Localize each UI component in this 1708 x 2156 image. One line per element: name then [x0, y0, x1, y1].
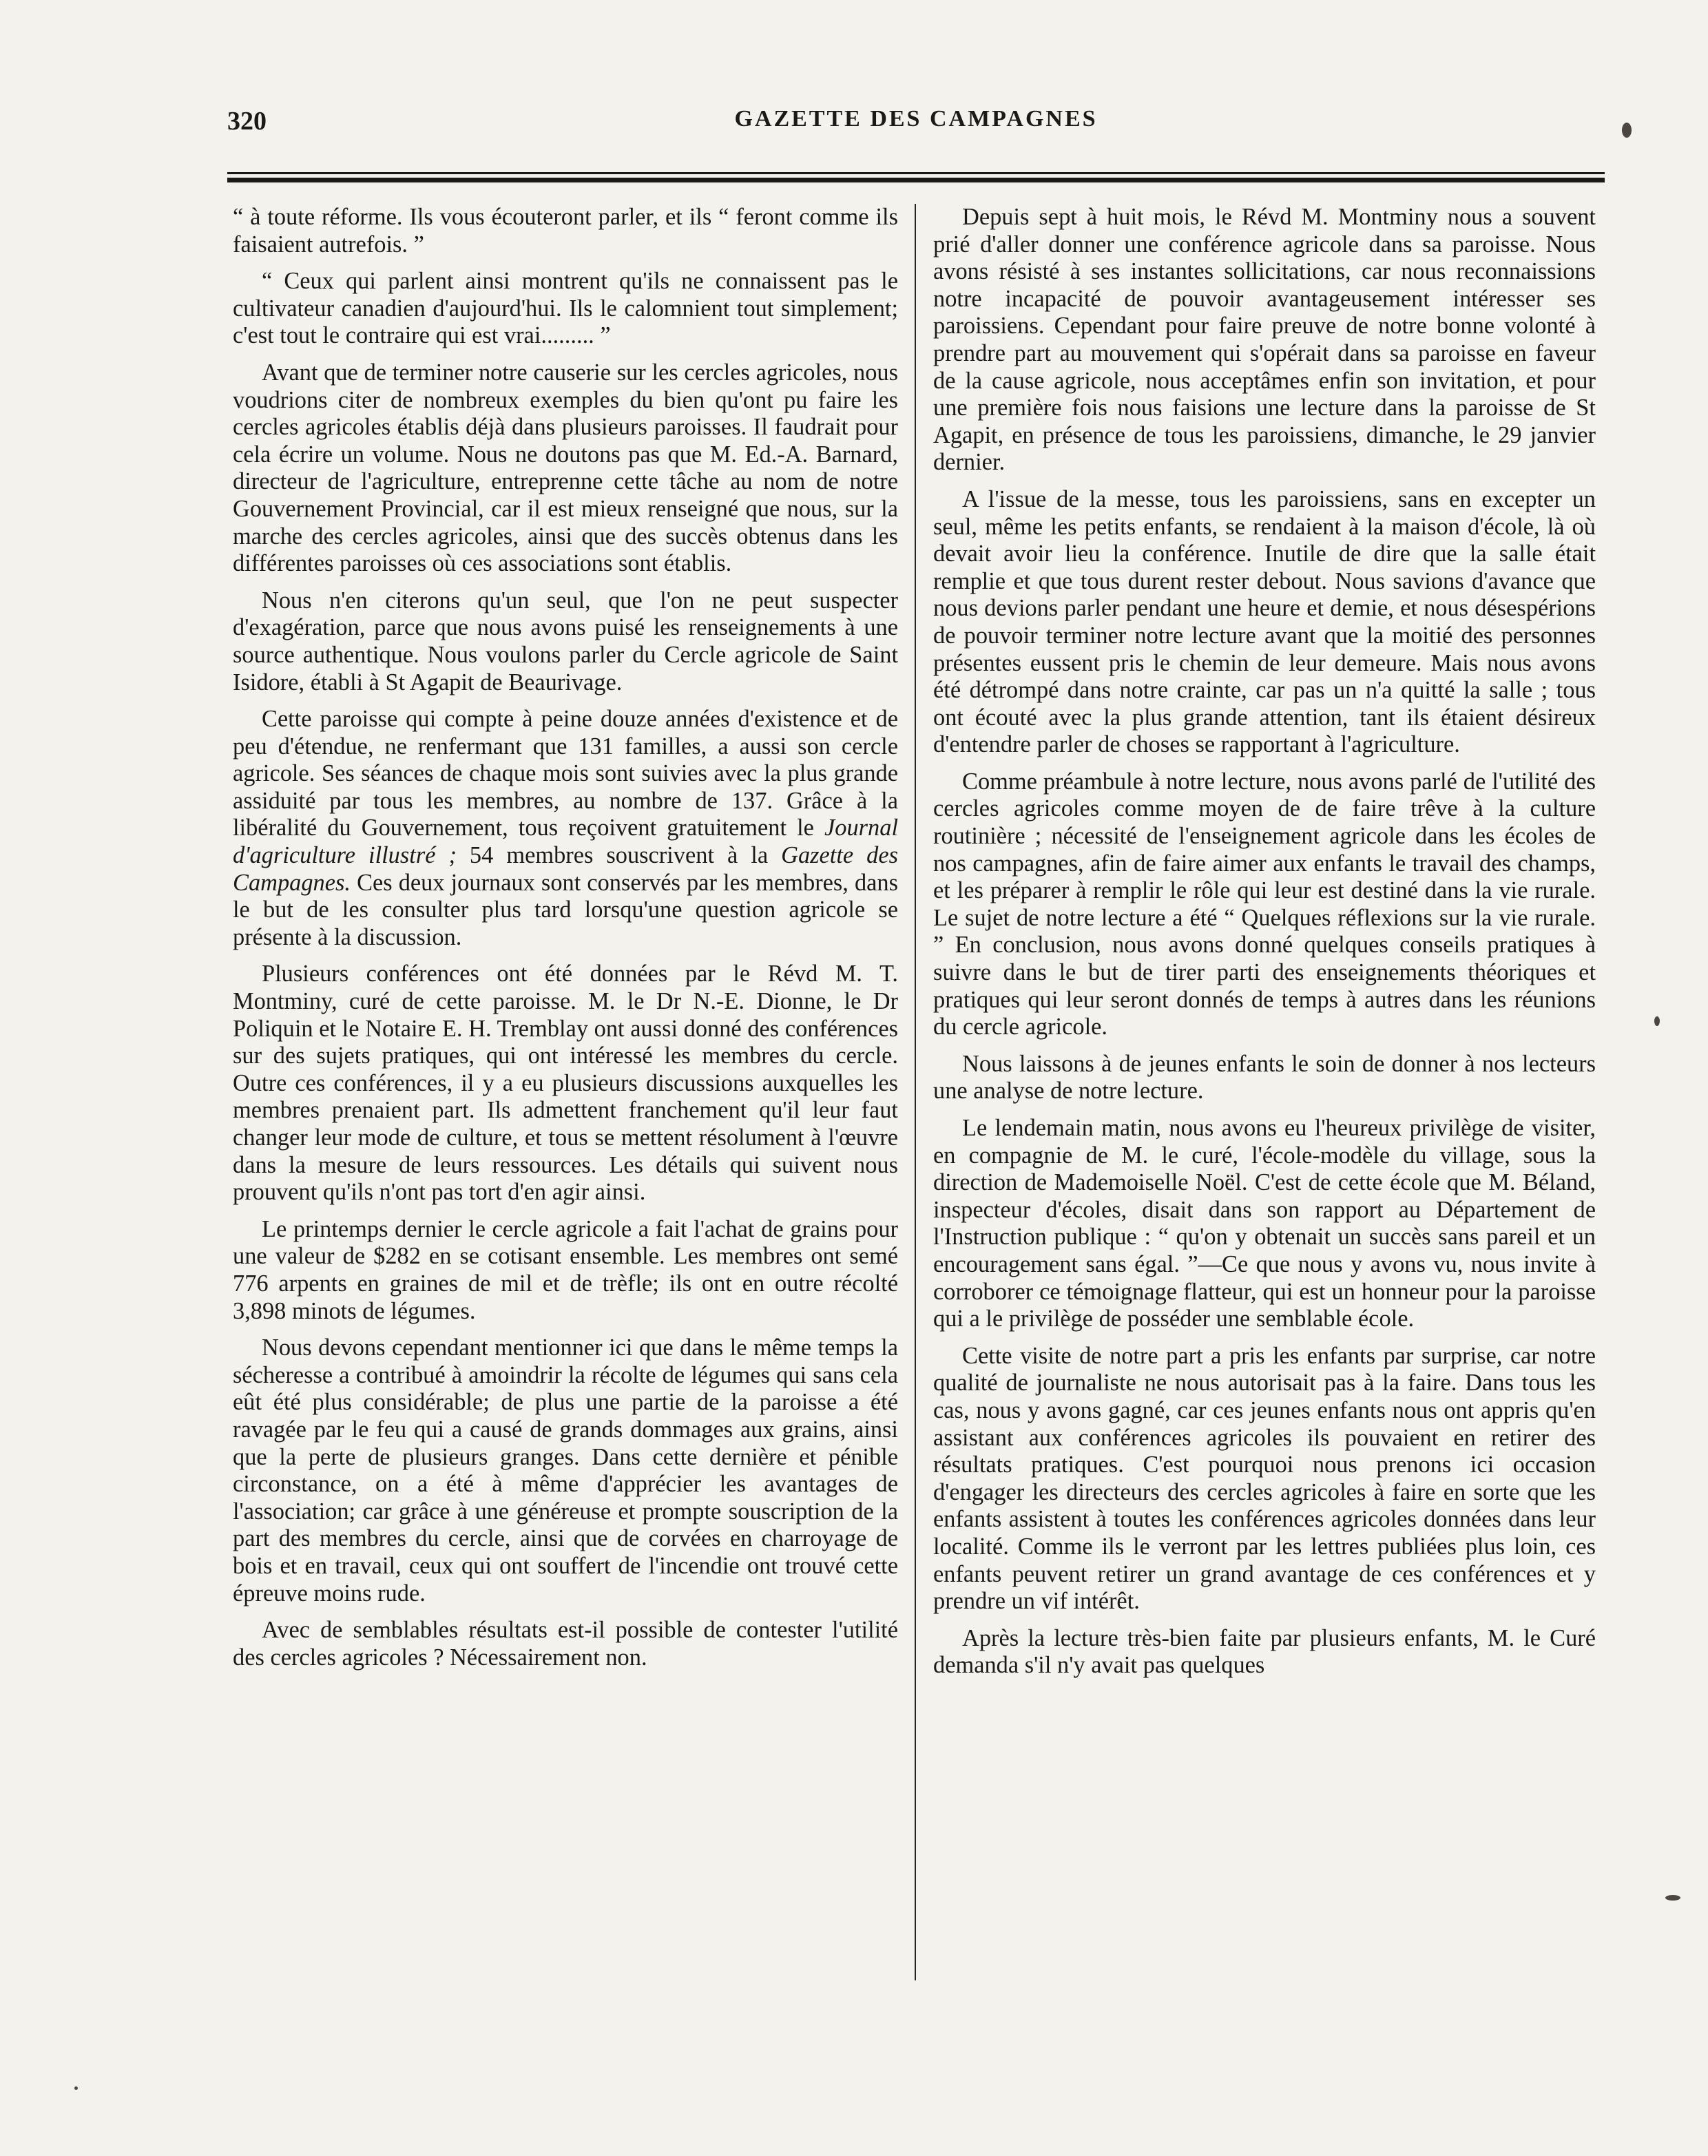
paragraph — [233, 706, 898, 951]
ink-speck — [1665, 1895, 1680, 1901]
paragraph: Avant que de terminer notre causerie sur les cercles agricoles, nous voudrions citer de nombreux exemples du bien qu'ont pu faire les cercles agricoles établis déjà dans plusieurs paroisses. Il faudrait pour cela écrire un volume. Nous ne doutons pas que M. Ed.-A. Barnard, directeur de l'agriculture, entreprenne cette tâche au nom de notre Gouvernement Provincial, car il est mieux renseigné que nous, sur la marche des cercles agricoles, ainsi que des succès obtenus dans les différentes paroisses où ces associations sont établis. — [233, 359, 898, 577]
ink-speck — [1654, 1016, 1660, 1026]
paragraph: Le printemps dernier le cercle agricole a fait l'achat de grains pour une valeur de $282 en se cotisant ensemble. Les membres ont semé 776 arpents en graines de mil et de trèfle; ils ont en outre récolté 3,898 minots de légumes. — [233, 1215, 898, 1324]
paragraph-text: 54 membres souscrivent à la — [456, 842, 782, 869]
header-rule-thick — [227, 178, 1605, 182]
paragraph-text: Cette paroisse qui compte à peine douze années d'existence et de peu d'étendue, ne renfermant que 131 familles, a aussi son cercle agricole. Ses séances de chaque mois sont suivies avec la plus grande assiduité par tous les membres, au nombre de 137. Grâce à la libéralité du Gouvernement, tous reçoivent gratuitement le — [233, 706, 898, 841]
ink-speck — [1622, 123, 1632, 138]
paragraph: Nous laissons à de jeunes enfants le soin de donner à nos lecteurs une analyse de notre lecture. — [933, 1050, 1596, 1105]
page-header — [227, 106, 1605, 140]
paragraph: Nous n'en citerons qu'un seul, que l'on ne peut suspecter d'exagération, parce que nous avons puisé les renseignements à une source authentique. Nous voulons parler du Cercle agricole de Saint Isidore, établi à St Agapit de Beaurivage. — [233, 587, 898, 695]
paragraph: Nous devons cependant mentionner ici que dans le même temps la sécheresse a contribué à amoindrir la récolte de légumes qui sans cela eût été plus considérable; de plus une partie de la paroisse a été ravagée par le feu qui a causé de grands dommages aux grains, ainsi que la perte de plusieurs granges. Dans cette dernière et pénible circonstance, on a été à même d'apprécier les avantages de l'association; car grâce à une généreuse et prompte souscription de la part des membres du cercle, ainsi que de corvées en charroyage de bois et en travail, ceux qui ont souffert de l'incendie ont trouvé cette épreuve moins rude. — [233, 1335, 898, 1606]
paragraph: Plusieurs conférences ont été données par le Révd M. T. Montminy, curé de cette paroisse. M. le Dr N.-E. Dionne, le Dr Poliquin et le Notaire E. H. Tremblay ont aussi donné des conférences sur des sujets pratiques, qui ont intéressé les membres du cercle. Outre ces conférences, il y a eu plusieurs discussions auxquelles les membres prenaient part. Ils admettent franchement qu'il leur faut changer leur mode de culture, et tous se mettent résolument à l'œuvre dans la mesure de leurs ressources. Les détails qui suivent nous prouvent qu'ils n'ont pas tort d'en agir ainsi. — [233, 961, 898, 1206]
journal-title: Journal d'agriculture illustré ; — [233, 815, 898, 869]
gazette-title: Gazette des Campagnes. — [233, 842, 899, 896]
header-rule-thin — [227, 172, 1605, 174]
right-column — [933, 204, 1596, 1689]
paragraph: Cette visite de notre part a pris les enfants par surprise, car notre qualité de journaliste ne nous autorisait pas à la faire. Dans tous les cas, nous y avons gagné, car ces jeunes enfants nous ont appris qu'en assistant aux conférences agricoles ils pouvaient en retirer des résultats pratiques. C'est pourquoi nous prenons ici occasion d'engager les directeurs des cercles agricoles à faire en sorte que les enfants assistent à toutes les conférences agricoles données dans leur localité. Comme ils le verront par les lettres publiées plus loin, ces enfants peuvent retirer un grand avantage de ces conférences et y prendre un vif intérêt. — [933, 1342, 1596, 1615]
left-column — [233, 204, 898, 1681]
paragraph: Comme préambule à notre lecture, nous avons parlé de l'utilité des cercles agricoles comme moyen de de faire trêve à la culture routinière ; nécessité de l'enseignement agricole dans les écoles de nos campagnes, afin de faire aimer aux enfants le travail des champs, et les préparer à remplir le rôle qui leur est destiné dans la vie rurale. Le sujet de notre lecture a été “ Quelques réflexions sur la vie rurale. ” En conclusion, nous avons donné quelques conseils pratiques à suivre dans le but de tirer parti des enseignements théoriques et pratiques qui leur seront donnés de temps à autres dans les réunions du cercle agricole. — [933, 768, 1596, 1040]
running-title: GAZETTE DES CAMPAGNES — [734, 106, 1098, 132]
paragraph: Le lendemain matin, nous avons eu l'heureux privilège de visiter, en compagnie de M. le curé, l'école-modèle du village, sous la direction de Mademoiselle Noël. C'est de cette école que M. Béland, inspecteur d'écoles, disait dans son rapport au Département de l'Instruction publique : “ qu'on y obtenait un succès sans pareil et un encouragement sans égal. ”—Ce que nous y avons vu, nous invite à corroborer ce témoignage flatteur, qui est un honneur pour la paroisse qui a le privilège de posséder une semblable école. — [933, 1115, 1596, 1332]
paragraph-text: Ces deux journaux sont conservés par les membres, dans le but de les consulter plus tard lorsqu'une question agricole se présente à la discussion. — [233, 869, 898, 950]
paragraph: Avec de semblables résultats est-il possible de contester l'utilité des cercles agricoles ? Nécessairement non. — [233, 1617, 898, 1671]
ink-speck — [74, 2086, 78, 2090]
paragraph: Après la lecture très-bien faite par plusieurs enfants, M. le Curé demanda s'il n'y avait pas quelques — [933, 1624, 1596, 1679]
column-divider — [915, 204, 916, 1980]
page-number: 320 — [227, 107, 267, 136]
paragraph: Depuis sept à huit mois, le Révd M. Montminy nous a souvent prié d'aller donner une conférence agricole dans sa paroisse. Nous avons résisté à ses instantes sollicitations, car nous reconnaissions notre incapacité de pouvoir avantageusement intéresser ses paroissiens. Cependant pour faire preuve de notre bonne volonté à prendre part au mouvement qui s'opérait dans sa paroisse en faveur de la cause agricole, nous acceptâmes enfin son invitation, et pour une première fois nous faisions une lecture dans la paroisse de St Agapit, en présence de tous les paroissiens, dimanche, le 29 janvier dernier. — [933, 204, 1596, 476]
paragraph: “ Ceux qui parlent ainsi montrent qu'ils ne connaissent pas le cultivateur canadien d'aujourd'hui. Ils le calomnient tout simplement; c'est tout le contraire qui est vrai......... ” — [233, 268, 898, 349]
paragraph: “ à toute réforme. Ils vous écouteront parler, et ils “ feront comme ils faisaient autrefois. ” — [233, 204, 898, 258]
paragraph: A l'issue de la messe, tous les paroissiens, sans en excepter un seul, même les petits enfants, se rendaient à la maison d'école, là où devait avoir lieu la conférence. Inutile de dire que la salle était remplie et que tous durent rester debout. Nous savions d'avance que nous devions parler pendant une heure et demie, et nous désespérions de pouvoir terminer notre lecture avant que la moitié des personnes présentes eussent pris le chemin de leur demeure. Mais nous avons été détrompé dans notre crainte, car pas un n'a quitté la salle ; tous ont écouté avec la plus grande attention, tant ils étaient désireux d'entendre parler de choses se rapportant à l'agriculture. — [933, 485, 1596, 758]
